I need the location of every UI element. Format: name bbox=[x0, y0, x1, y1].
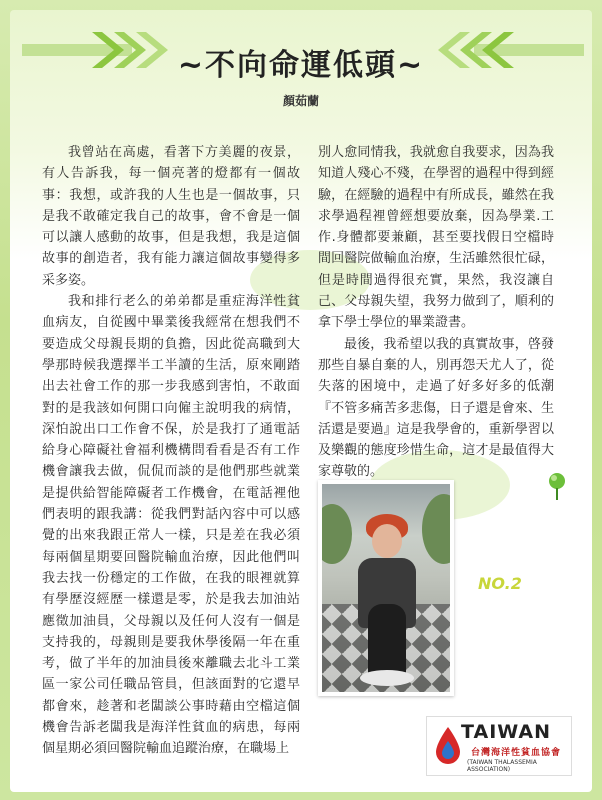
right-column bbox=[318, 142, 554, 483]
logo-name: TAIWAN bbox=[461, 721, 551, 743]
number-badge: NO.2 bbox=[478, 574, 522, 593]
paragraph: 別人愈同情我，我就愈自我要求，因為我知道人殘心不殘，在學習的過程中得到經驗，在經驗的過程中有所成長，雖然在我求學過程裡曾經想要放棄，因為學業.工作.身體都要兼顧，甚至要找假日空檔時間回醫院做輸血治療，生活雖然很忙碌，但是時間過得很充實，果然，我沒讓自己、父母親失望，我努力做到了，順利的拿下學士學位的畢業證書。 bbox=[318, 145, 554, 331]
paragraph: 最後，我希望以我的真實故事，啓發那些自暴自棄的人，別再怨天尤人了，從失落的困境中，走過了好多好多的低潮『不管多痛苦多悲傷，日子還是會來、生活還是要過』這是我學會的，重新學習以及樂觀的態度珍惜生命，這才是最值得大家尊敬的。 bbox=[318, 336, 554, 480]
left-column bbox=[42, 142, 300, 760]
author-photo bbox=[318, 480, 454, 696]
blood-drop-icon bbox=[433, 725, 463, 767]
paragraph: 我和排行老么的弟弟都是重症海洋性貧血病友，自從國中畢業後我經常在想我們不要造成父母親長期的負擔，因此從高職到大學那時候我選擇半工半讀的生活，原來剛踏出去社會工作的那一步我感到害怕，不敢面對的是我該如何開口向僱主說明我的病情，深怕說出口工作會不保，於是我打了通電話給身心障礙社會福利機構問看看是否有工作機會讓我去做，侃侃而談的是他們那些就業是提供給智能障礙者工作機會，在電話裡他們表明的跟我講：從我們對話內容中可以感覺的出來我跟正常人一樣，只是差在我必須每兩個星期要回醫院輸血治療，因此他們叫我去找一份穩定的工作做，在我的眼裡就算有學歷沒經歷一樣還是零，於是我去加油站應徵加油員，父母親以及任何人沒有一個是支持我的，母親則是要我休學後隔一年在重考，做了半年的加油員後來離職去北斗工業區一家公司任職品管員，但該面對的它還早都會來，趁著和老闆談公事時藉由空檔這個機會告訴老闆我是海洋性貧血的病患，每兩個星期必須回醫院輸血追蹤治療，在職場上 bbox=[42, 294, 300, 757]
association-logo bbox=[426, 716, 572, 776]
paragraph: 我曾站在高處，看著下方美麗的夜景，有人告訴我，每一個亮著的燈都有一個故事：我想，或許我的人生也是一個故事，只是我不敢確定我自己的故事，會不會是一個可以讓人感動的故事，但是我想，我是這個故事的創造者，我有能力讓這個故事變得多采多姿。 bbox=[42, 145, 300, 288]
logo-english-name: (TAIWAN THALASSEMIA ASSOCIATION) bbox=[467, 759, 537, 773]
logo-chinese-name: 台灣海洋性貧血協會 bbox=[471, 748, 562, 758]
article-title: ~不向命運低頭~ bbox=[177, 48, 425, 83]
pin-icon bbox=[546, 472, 568, 506]
author-name: 顏茹蘭 bbox=[282, 94, 319, 108]
